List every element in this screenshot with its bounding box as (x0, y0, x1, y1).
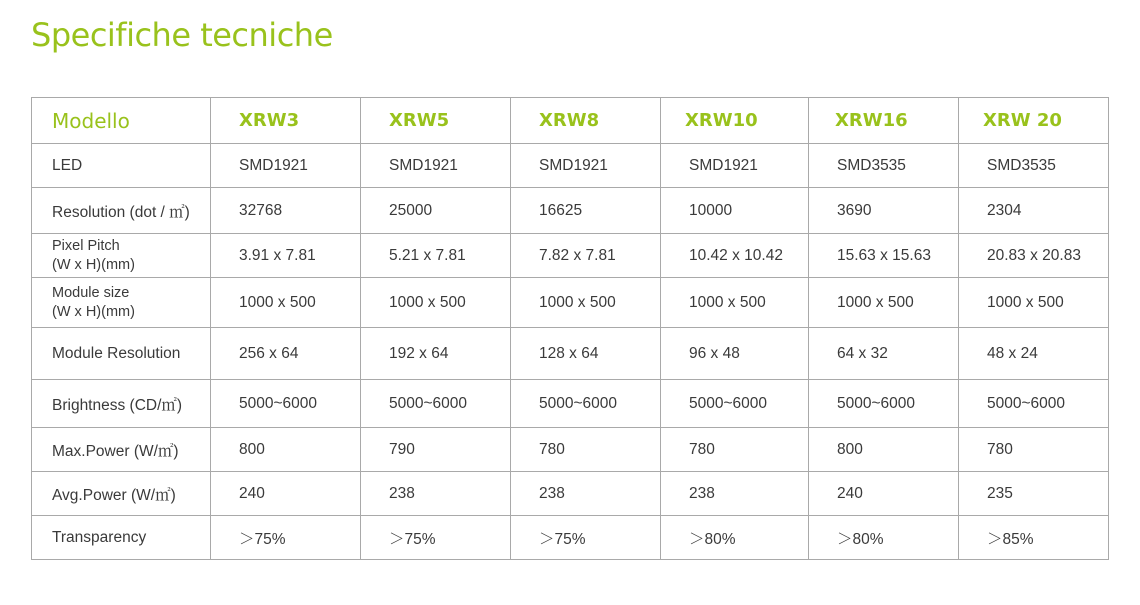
cell-value: 5000~6000 (809, 380, 959, 428)
row-label-line: Module Resolution (52, 344, 181, 362)
cell-value: 1000 x 500 (959, 278, 1109, 328)
cell-value: 780 (661, 428, 809, 472)
cell-value: 192 x 64 (361, 328, 511, 380)
cell-value: 2304 (959, 188, 1109, 234)
cell-value: SMD1921 (361, 144, 511, 188)
row-label (32, 516, 211, 560)
row-label (32, 380, 211, 428)
cell-value: 128 x 64 (511, 328, 661, 380)
cell-value: SMD3535 (959, 144, 1109, 188)
cell-value: ＞75% (511, 516, 661, 560)
model-header: XRW16 (809, 98, 959, 144)
row-label (32, 328, 211, 380)
row-label (32, 278, 211, 328)
row-label-line: (W x H)(mm) (52, 303, 135, 320)
row-label (32, 144, 211, 188)
cell-value: 7.82 x 7.81 (511, 234, 661, 278)
row-label (32, 428, 211, 472)
cell-value: 5000~6000 (959, 380, 1109, 428)
cell-value: 25000 (361, 188, 511, 234)
row-label-line: Module size (52, 284, 130, 301)
table-row (32, 472, 1109, 516)
cell-value: SMD1921 (211, 144, 361, 188)
cell-value: 20.83 x 20.83 (959, 234, 1109, 278)
cell-value: SMD3535 (809, 144, 959, 188)
cell-value: 96 x 48 (661, 328, 809, 380)
row-label-line: (W x H)(mm) (52, 256, 135, 273)
cell-value: 5000~6000 (211, 380, 361, 428)
cell-value: 800 (809, 428, 959, 472)
cell-value: 32768 (211, 188, 361, 234)
row-label-line: Pixel Pitch (52, 237, 120, 254)
cell-value: 238 (661, 472, 809, 516)
header-row (32, 98, 1109, 144)
cell-value: 235 (959, 472, 1109, 516)
cell-value: 238 (361, 472, 511, 516)
table-row (32, 328, 1109, 380)
row-label-line: Brightness (CD/㎡) (52, 396, 183, 414)
row-label-line: Avg.Power (W/㎡) (52, 486, 176, 504)
cell-value: 1000 x 500 (809, 278, 959, 328)
cell-value: 1000 x 500 (211, 278, 361, 328)
cell-value: 3690 (809, 188, 959, 234)
cell-value: 10.42 x 10.42 (661, 234, 809, 278)
cell-value: 1000 x 500 (511, 278, 661, 328)
model-header: XRW 20 (959, 98, 1109, 144)
row-label-line: Transparency (52, 528, 147, 546)
cell-value: 240 (211, 472, 361, 516)
cell-value: ＞80% (661, 516, 809, 560)
row-label-line: Max.Power (W/㎡) (52, 442, 179, 460)
cell-value: 5000~6000 (511, 380, 661, 428)
cell-value: 780 (959, 428, 1109, 472)
cell-value: ＞80% (809, 516, 959, 560)
row-label-line: LED (52, 156, 83, 174)
row-label (32, 472, 211, 516)
cell-value: 48 x 24 (959, 328, 1109, 380)
row-label-line: Resolution (dot / ㎡) (52, 203, 190, 221)
cell-value: 5000~6000 (361, 380, 511, 428)
page-title: Specifiche tecniche (31, 16, 333, 54)
model-header: XRW10 (661, 98, 809, 144)
cell-value: 15.63 x 15.63 (809, 234, 959, 278)
cell-value: 800 (211, 428, 361, 472)
table-row (32, 278, 1109, 328)
model-header: XRW3 (211, 98, 361, 144)
cell-value: 5.21 x 7.81 (361, 234, 511, 278)
cell-value: 790 (361, 428, 511, 472)
table-row (32, 428, 1109, 472)
cell-value: 238 (511, 472, 661, 516)
cell-value: 64 x 32 (809, 328, 959, 380)
cell-value: 1000 x 500 (361, 278, 511, 328)
cell-value: 16625 (511, 188, 661, 234)
cell-value: SMD1921 (661, 144, 809, 188)
model-header: XRW8 (511, 98, 661, 144)
cell-value: 10000 (661, 188, 809, 234)
cell-value: ＞75% (211, 516, 361, 560)
row-label (32, 188, 211, 234)
table-row (32, 380, 1109, 428)
table-row (32, 188, 1109, 234)
cell-value: 1000 x 500 (661, 278, 809, 328)
spec-table (31, 97, 1109, 560)
model-header: XRW5 (361, 98, 511, 144)
table-row (32, 234, 1109, 278)
cell-value: ＞85% (959, 516, 1109, 560)
cell-value: 780 (511, 428, 661, 472)
cell-value: 5000~6000 (661, 380, 809, 428)
row-label (32, 234, 211, 278)
cell-value: 3.91 x 7.81 (211, 234, 361, 278)
cell-value: 256 x 64 (211, 328, 361, 380)
table-row (32, 516, 1109, 560)
header-label: Modello (32, 98, 211, 144)
cell-value: ＞75% (361, 516, 511, 560)
table-row (32, 144, 1109, 188)
cell-value: 240 (809, 472, 959, 516)
cell-value: SMD1921 (511, 144, 661, 188)
